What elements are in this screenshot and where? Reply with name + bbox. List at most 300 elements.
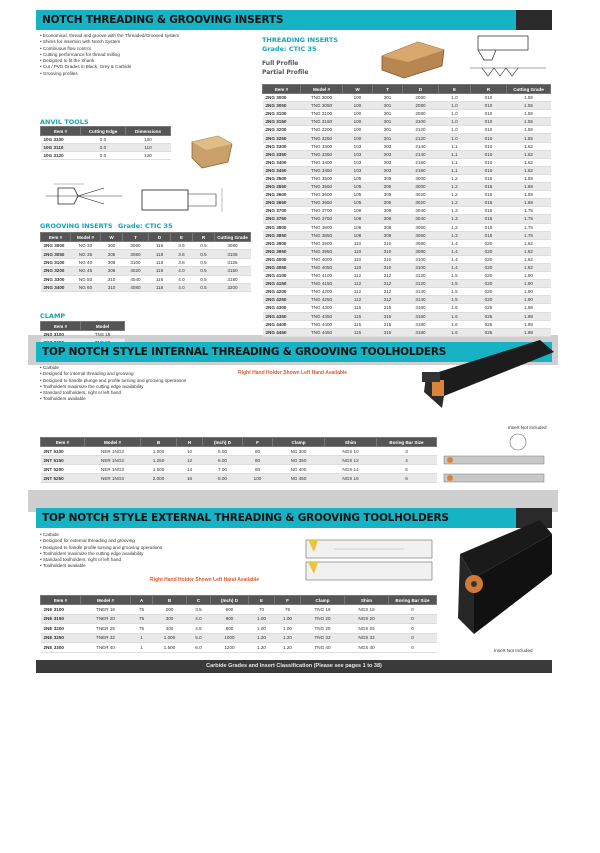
- table-cell: 1.6: [439, 328, 471, 336]
- table-cell: 2NG 3650: [263, 199, 301, 207]
- table-cell: 1.68: [507, 183, 551, 191]
- table-cell: 2120: [403, 134, 439, 142]
- col-header: Item #: [41, 127, 81, 136]
- table-cell: 2NE 3200: [41, 624, 81, 634]
- table-cell: TNER 20: [81, 614, 131, 624]
- table-cell: NG 40: [71, 258, 101, 266]
- col-header: A: [131, 596, 153, 605]
- table-cell: 015: [471, 215, 507, 223]
- table-row: [263, 280, 551, 288]
- table-cell: 1.68: [507, 174, 551, 182]
- table-cell: 305: [373, 199, 403, 207]
- table-cell: 1.68: [507, 199, 551, 207]
- table-cell: 2NE 3300: [41, 643, 81, 653]
- col-header: Boring Bar Size: [389, 596, 437, 605]
- table-cell: 3080: [403, 247, 439, 255]
- table-cell: 1.55: [507, 126, 551, 134]
- grooving-drawing-2: [136, 184, 246, 216]
- table-cell: 1.90: [507, 288, 551, 296]
- table-cell: 3040: [403, 215, 439, 223]
- table-cell: 2NG 3800: [263, 223, 301, 231]
- table-cell: 303: [373, 166, 403, 174]
- table-cell: 1.4: [439, 239, 471, 247]
- table-cell: 110: [343, 255, 373, 263]
- table-cell: 308: [373, 215, 403, 223]
- table-cell: 3120: [403, 280, 439, 288]
- table-cell: 75: [275, 605, 301, 615]
- table-cell: 310: [373, 263, 403, 271]
- table-cell: 315: [373, 328, 403, 336]
- table-cell: 2NT 5150: [41, 456, 85, 465]
- table-cell: 1.55: [507, 110, 551, 118]
- col-header: T: [123, 233, 149, 242]
- table-cell: TNG 3600: [301, 191, 343, 199]
- table-row: [263, 239, 551, 247]
- table-cell: 3000: [403, 183, 439, 191]
- threading-grade: Grade: CTIC 35: [262, 45, 317, 53]
- table-cell: 1.20: [275, 633, 301, 643]
- table-cell: 1.0: [439, 102, 471, 110]
- table-cell: 315: [373, 304, 403, 312]
- table-cell: 1.00: [249, 624, 275, 634]
- table-cell: TNG 3750: [301, 215, 343, 223]
- threading-table: [262, 84, 551, 337]
- bullet: • Designed to handle profile turning and grooving operations: [40, 545, 300, 551]
- table-cell: 3020: [403, 191, 439, 199]
- table-cell: 1.3: [439, 231, 471, 239]
- table-cell: 1.6: [439, 304, 471, 312]
- col-header: Item #: [41, 438, 85, 447]
- table-cell: 3160: [403, 304, 439, 312]
- grooving-table: [40, 232, 251, 292]
- table-cell: TNG 4100: [301, 272, 343, 280]
- table-cell: 301: [373, 118, 403, 126]
- table-cell: 315: [373, 320, 403, 328]
- table-cell: 308: [373, 207, 403, 215]
- table-cell: 010: [471, 158, 507, 166]
- table-cell: NG 450: [273, 474, 325, 483]
- table-cell: 2NG 4000: [263, 255, 301, 263]
- table-cell: 020: [471, 280, 507, 288]
- table-cell: 5: [377, 465, 437, 474]
- table-cell: 015: [471, 207, 507, 215]
- table-row: [263, 142, 551, 150]
- col-header: Dimensions: [126, 127, 171, 136]
- col-header: E: [171, 233, 193, 242]
- table-cell: 2NG 3300: [41, 275, 71, 283]
- table-cell: 4080: [123, 283, 149, 291]
- table-cell: 1.3: [439, 215, 471, 223]
- table-cell: 020: [471, 255, 507, 263]
- table-cell: 2060: [403, 94, 439, 102]
- table-cell: 310: [373, 247, 403, 255]
- table-cell: 1.20: [249, 643, 275, 653]
- table-cell: 100: [343, 94, 373, 102]
- section2-hand-note: Right Hand Holder Shown Left Hand Available: [238, 370, 348, 376]
- table-cell: 75: [131, 605, 153, 615]
- table-cell: 312: [373, 272, 403, 280]
- table-cell: 115: [343, 328, 373, 336]
- table-cell: 308: [101, 258, 123, 266]
- table-cell: 2NG 4050: [263, 263, 301, 271]
- table-cell: 3060: [403, 231, 439, 239]
- table-cell: 1.82: [507, 239, 551, 247]
- table-cell: 0.0: [81, 144, 126, 152]
- table-cell: 2NG 4450: [263, 328, 301, 336]
- table-cell: 1.98: [507, 320, 551, 328]
- table-row: [41, 614, 437, 624]
- table-row: [263, 231, 551, 239]
- table-cell: 1.75: [507, 215, 551, 223]
- table-cell: 100: [243, 474, 273, 483]
- table-row: [41, 136, 171, 144]
- table-cell: 2NG 3200: [263, 126, 301, 134]
- table-cell: TNG 3700: [301, 207, 343, 215]
- table-cell: 600: [211, 605, 249, 615]
- table-cell: 100: [126, 136, 171, 144]
- table-cell: 2NG 3050: [41, 250, 71, 258]
- table-cell: 2100: [403, 118, 439, 126]
- table-cell: 105: [343, 191, 373, 199]
- table-cell: 1.0: [439, 134, 471, 142]
- table-cell: 310: [373, 239, 403, 247]
- table-row: [263, 296, 551, 304]
- table-cell: 80: [243, 456, 273, 465]
- table-cell: 4.0: [187, 614, 211, 624]
- table-cell: TNG 3000: [301, 94, 343, 102]
- table-cell: 0: [389, 633, 437, 643]
- table-cell: 1.1: [439, 158, 471, 166]
- external-toolholder-table: [40, 595, 437, 653]
- table-row: [263, 94, 551, 102]
- table-cell: TNG 3300: [301, 142, 343, 150]
- anvil-tools-title: ANVIL TOOLS: [40, 118, 89, 126]
- table-cell: 6.0: [187, 643, 211, 653]
- table-cell: NGS 40: [345, 643, 389, 653]
- table-cell: 3.5: [171, 242, 193, 250]
- col-header: Model: [81, 322, 125, 331]
- table-cell: 3125: [215, 258, 251, 266]
- table-cell: NER 1NG3: [85, 456, 141, 465]
- table-cell: NG 400: [273, 465, 325, 474]
- table-cell: 1.55: [507, 94, 551, 102]
- table-cell: 108: [343, 223, 373, 231]
- threading-note-full-profile: Full Profile: [262, 60, 299, 67]
- section1-bullets: [40, 33, 240, 77]
- table-cell: TNG 4000: [301, 255, 343, 263]
- table-cell: 2NE 3150: [41, 614, 81, 624]
- table-cell: NER 1NG4: [85, 474, 141, 483]
- table-cell: TNG 20: [301, 614, 345, 624]
- table-cell: 2NG 3300: [263, 142, 301, 150]
- table-cell: TNG 4350: [301, 312, 343, 320]
- table-cell: 3120: [403, 272, 439, 280]
- table-cell: 108: [343, 215, 373, 223]
- table-cell: 2NG 4250: [263, 296, 301, 304]
- table-cell: 3140: [403, 296, 439, 304]
- table-cell: 2NG 3850: [263, 231, 301, 239]
- table-row: [263, 150, 551, 158]
- table-cell: 1.500: [153, 643, 187, 653]
- table-cell: 2120: [403, 126, 439, 134]
- table-cell: 1.5: [439, 288, 471, 296]
- table-cell: 110: [343, 247, 373, 255]
- table-cell: 115: [343, 304, 373, 312]
- col-header: Model #: [71, 233, 101, 242]
- table-cell: 103: [343, 142, 373, 150]
- bullet: • Toolholders available: [40, 563, 300, 569]
- table-cell: 80: [243, 465, 273, 474]
- table-cell: 1.62: [507, 150, 551, 158]
- table-cell: TNER 32: [81, 633, 131, 643]
- footer-bar: [36, 660, 552, 673]
- threading-inserts-title: THREADING INSERTS: [262, 36, 339, 44]
- table-cell: TNG 3650: [301, 199, 343, 207]
- table-cell: 1.62: [507, 142, 551, 150]
- table-cell: 108: [343, 231, 373, 239]
- col-header: R: [193, 233, 215, 242]
- table-cell: TNG 3250: [301, 134, 343, 142]
- table-cell: 3.5: [187, 605, 211, 615]
- table-cell: 2NG 4300: [263, 304, 301, 312]
- table-cell: 3100: [403, 255, 439, 263]
- table-cell: 1.00: [249, 614, 275, 624]
- table-cell: 1.55: [507, 134, 551, 142]
- table-cell: 1.500: [141, 465, 177, 474]
- table-cell: 303: [373, 142, 403, 150]
- table-cell: NGS 20: [345, 614, 389, 624]
- table-cell: 310: [101, 283, 123, 291]
- table-cell: 010: [471, 118, 507, 126]
- col-header: W: [101, 233, 123, 242]
- table-cell: 301: [373, 94, 403, 102]
- table-cell: 025: [471, 320, 507, 328]
- col-header: Item #: [263, 85, 301, 94]
- table-cell: 1.4: [439, 247, 471, 255]
- section3-title: TOP NOTCH STYLE EXTERNAL THREADING & GROOVING TOOLHOLDERS: [42, 512, 449, 524]
- table-cell: 2NG 3100: [41, 258, 71, 266]
- table-cell: 10G 3110: [41, 144, 81, 152]
- table-row: [263, 166, 551, 174]
- table-cell: NG 30: [71, 242, 101, 250]
- table-cell: 1.0: [439, 110, 471, 118]
- table-cell: 0.0: [81, 152, 126, 160]
- bullet: • Toolholders maximize the cutting edge availability: [40, 551, 300, 557]
- table-row: [41, 242, 251, 250]
- table-cell: 6.00: [203, 447, 243, 456]
- table-cell: 1.000: [141, 447, 177, 456]
- table-row: [41, 624, 437, 634]
- table-cell: 305: [101, 250, 123, 258]
- table-cell: 112: [343, 296, 373, 304]
- table-row: [263, 263, 551, 271]
- table-cell: 6.00: [203, 456, 243, 465]
- table-cell: 105: [343, 174, 373, 182]
- table-cell: 2NE 3250: [41, 633, 81, 643]
- table-row: [263, 134, 551, 142]
- table-cell: TNG 4050: [301, 263, 343, 271]
- table-row: [263, 247, 551, 255]
- table-cell: TNG 4200: [301, 288, 343, 296]
- bullet: • Economical, thread and groove with the Threaded/Grooved system: [40, 33, 240, 39]
- table-cell: 2NG 3400: [41, 283, 71, 291]
- table-row: [41, 447, 437, 456]
- bullet: • Designed for external threading and grooving: [40, 538, 300, 544]
- table-cell: 10G 3100: [41, 136, 81, 144]
- table-cell: 1.4: [439, 255, 471, 263]
- table-cell: NG 300: [273, 447, 325, 456]
- table-row: [41, 283, 251, 291]
- table-cell: 010: [471, 134, 507, 142]
- table-row: [263, 126, 551, 134]
- table-cell: 1.68: [507, 191, 551, 199]
- table-cell: 116: [149, 267, 171, 275]
- table-cell: 1.5: [439, 272, 471, 280]
- table-cell: TNG 32: [301, 633, 345, 643]
- table-cell: 3100: [403, 263, 439, 271]
- col-header: Boring Bar Size: [377, 438, 437, 447]
- table-cell: 105: [343, 199, 373, 207]
- table-cell: 015: [471, 183, 507, 191]
- table-cell: 0.5: [193, 242, 215, 250]
- table-cell: TNG 4300: [301, 304, 343, 312]
- table-cell: 300: [101, 242, 123, 250]
- table-cell: 020: [471, 272, 507, 280]
- table-cell: 1.00: [275, 624, 301, 634]
- table-cell: 015: [471, 231, 507, 239]
- table-cell: 1.4: [439, 263, 471, 271]
- col-header: Cutting Grade: [215, 233, 251, 242]
- table-cell: 100: [343, 134, 373, 142]
- table-cell: 4.0: [171, 275, 193, 283]
- table-cell: 3140: [403, 288, 439, 296]
- table-cell: 2080: [403, 110, 439, 118]
- table-cell: NGS 32: [345, 633, 389, 643]
- table-cell: 2NG 3200: [41, 267, 71, 275]
- bullet: • Grooving profiles: [40, 71, 240, 77]
- table-cell: 75: [131, 624, 153, 634]
- table-cell: 110: [343, 263, 373, 271]
- bullet: • Carbide: [40, 532, 300, 538]
- table-row: [41, 633, 437, 643]
- table-cell: TNER 25: [81, 624, 131, 634]
- col-header: R: [471, 85, 507, 94]
- table-cell: 112: [343, 280, 373, 288]
- internal-toolholder-image: [420, 336, 560, 416]
- table-cell: 3060: [123, 242, 149, 250]
- table-cell: NGS 16: [345, 605, 389, 615]
- table-cell: TNG 3200: [301, 126, 343, 134]
- table-cell: 2NG 3050: [263, 102, 301, 110]
- table-cell: 020: [471, 263, 507, 271]
- table-row: [41, 643, 437, 653]
- table-cell: 1.2: [439, 199, 471, 207]
- table-cell: NGS 25: [345, 624, 389, 634]
- table-cell: 301: [373, 126, 403, 134]
- table-cell: 2NG 3500: [263, 174, 301, 182]
- internal-toolholder-table: [40, 437, 437, 483]
- bullet: • Toolholders maximize the cutting edge availability: [40, 384, 310, 390]
- table-cell: TNG 3500: [301, 174, 343, 182]
- bullet: • Continuous flow control: [40, 46, 240, 52]
- table-cell: 112: [343, 288, 373, 296]
- table-cell: 2NG 4400: [263, 320, 301, 328]
- table-cell: 115: [343, 320, 373, 328]
- table-row: [263, 183, 551, 191]
- table-cell: 010: [471, 166, 507, 174]
- footer-text: Carbide Grades and Insert Classification (Please see pages 1 to 38): [206, 663, 382, 669]
- bullet: • Toolholders available: [40, 396, 310, 402]
- table-cell: 3150: [215, 267, 251, 275]
- table-cell: 0: [389, 643, 437, 653]
- table-cell: 4040: [123, 275, 149, 283]
- table-cell: 3080: [403, 239, 439, 247]
- table-cell: 1.2: [439, 183, 471, 191]
- table-cell: TNG 3800: [301, 223, 343, 231]
- table-cell: 103: [343, 166, 373, 174]
- table-cell: 110: [126, 144, 171, 152]
- table-cell: NER 1NG3: [85, 465, 141, 474]
- table-row: [263, 199, 551, 207]
- table-cell: TNER 16: [81, 605, 131, 615]
- table-cell: 020: [471, 288, 507, 296]
- table-row: [263, 288, 551, 296]
- col-header: Clamp: [273, 438, 325, 447]
- col-header: Item #: [41, 596, 81, 605]
- table-cell: 303: [373, 150, 403, 158]
- table-cell: TNS 18: [81, 331, 125, 339]
- table-cell: 8.00: [203, 474, 243, 483]
- col-header: D: [403, 85, 439, 94]
- table-row: [41, 144, 171, 152]
- table-cell: TNG 3900: [301, 239, 343, 247]
- table-cell: 1.75: [507, 207, 551, 215]
- table-cell: 2160: [403, 166, 439, 174]
- table-cell: 2160: [403, 158, 439, 166]
- table-cell: 0.0: [81, 136, 126, 144]
- table-cell: NG 50: [71, 275, 101, 283]
- table-cell: 6: [377, 474, 437, 483]
- table-cell: 300: [153, 614, 187, 624]
- table-cell: 2140: [403, 150, 439, 158]
- bullet: • Shims for insertion with Notch System: [40, 39, 240, 45]
- col-header: Model #: [81, 596, 131, 605]
- table-cell: 3080: [215, 242, 251, 250]
- section2-title: TOP NOTCH STYLE INTERNAL THREADING & GROOVING TOOLHOLDERS: [42, 346, 447, 358]
- table-cell: 1000: [211, 633, 249, 643]
- table-cell: 800: [211, 624, 249, 634]
- table-cell: NG 60: [71, 283, 101, 291]
- table-cell: TNG 3150: [301, 118, 343, 126]
- col-header: B: [141, 438, 177, 447]
- table-cell: 2NS 3100: [41, 331, 81, 339]
- col-header: (Inch) D: [211, 596, 249, 605]
- table-cell: 0.5: [193, 258, 215, 266]
- table-cell: 118: [149, 258, 171, 266]
- col-header: D: [149, 233, 171, 242]
- table-cell: 1.00: [275, 614, 301, 624]
- table-row: [41, 258, 251, 266]
- table-cell: 112: [343, 272, 373, 280]
- table-cell: 4.0: [171, 283, 193, 291]
- table-cell: 115: [343, 312, 373, 320]
- table-cell: 2NT 5250: [41, 474, 85, 483]
- table-cell: 015: [471, 174, 507, 182]
- table-cell: 010: [471, 94, 507, 102]
- table-cell: 2.000: [141, 474, 177, 483]
- table-cell: NG 35: [71, 250, 101, 258]
- table-row: [263, 110, 551, 118]
